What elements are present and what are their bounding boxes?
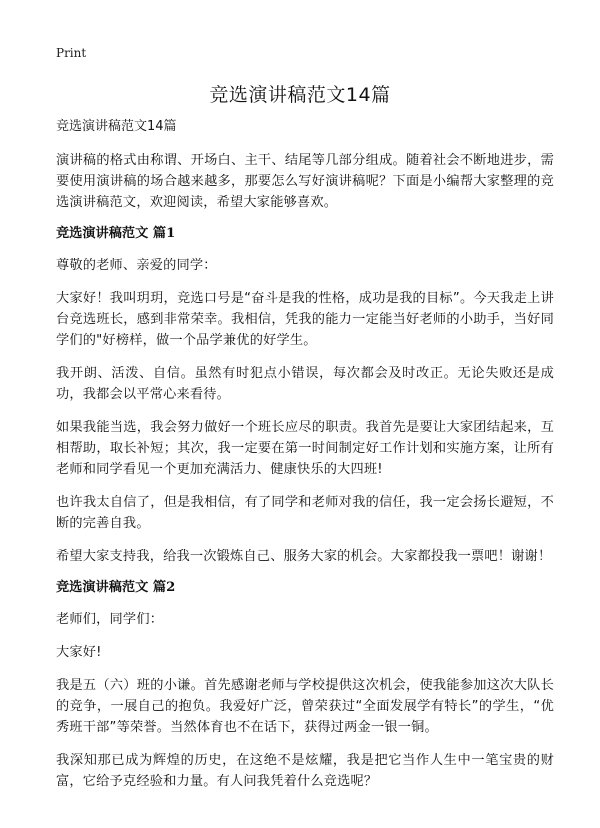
paragraph: 老师们，同学们：	[56, 612, 164, 627]
paragraph: 大家好!	[56, 645, 102, 660]
section-heading-2: 竞选演讲稿范文 篇2	[56, 580, 176, 595]
paragraph: 如果我能当选，我会努力做好一个班长应尽的职责。我首先是要让大家团结起来，互相帮助，取长补短；其次，我一定要在第一时间制定好工作计划和实施方案，让所有老师和同学看见一个更加充满活力、健康快乐的大四班!	[56, 420, 554, 477]
page-title: 竞选演讲稿范文14篇	[209, 84, 391, 106]
paragraph: 大家好！我叫玥玥，竞选口号是“奋斗是我的性格，成功是我的目标”。今天我走上讲台竞选班长，感到非常荣幸。我相信，凭我的能力一定能当好老师的小助手，当好同学们的"好榜样，做一个品学兼优的好学生。	[56, 291, 554, 348]
print-link[interactable]: Print	[56, 46, 87, 60]
section-heading-1: 竞选演讲稿范文 篇1	[56, 226, 176, 241]
paragraph: 也许我太自信了，但是我相信，有了同学和老师对我的信任，我一定会扬长避短，不断的完善自我。	[56, 495, 554, 531]
article-body	[56, 118, 554, 804]
article-subtitle: 竞选演讲稿范文14篇	[56, 119, 177, 134]
paragraph: 我是五（六）班的小谦。首先感谢老师与学校提供这次机会，使我能参加这次大队长的竞争，一展自己的抱负。我爱好广泛，曾荣获过“全面发展学有特长”的学生，“优秀班干部”等荣誉。当然体育也不在话下，获得过两金一银一铜。	[56, 678, 554, 735]
intro-paragraph: 演讲稿的格式由称谓、开场白、主干、结尾等几部分组成。随着社会不断地进步，需要使用演讲稿的场合越来越多，那要怎么写好演讲稿呢？下面是小编帮大家整理的竞选演讲稿范文，欢迎阅读，希望大家能够喜欢。	[56, 153, 554, 210]
paragraph: 希望大家支持我，给我一次锻炼自己、服务大家的机会。大家都投我一票吧！谢谢！	[56, 549, 552, 564]
paragraph: 我深知那已成为辉煌的历史，在这绝不是炫耀，我是把它当作人生中一笔宝贵的财富，它给予克经验和力量。有人问我凭着什么竞选呢？	[56, 753, 554, 789]
paragraph: 我开朗、活泼、自信。虽然有时犯点小错误，每次都会及时改正。无论失败还是成功，我都会以平常心来看待。	[56, 366, 554, 402]
paragraph: 尊敬的老师、亲爱的同学：	[56, 258, 217, 273]
